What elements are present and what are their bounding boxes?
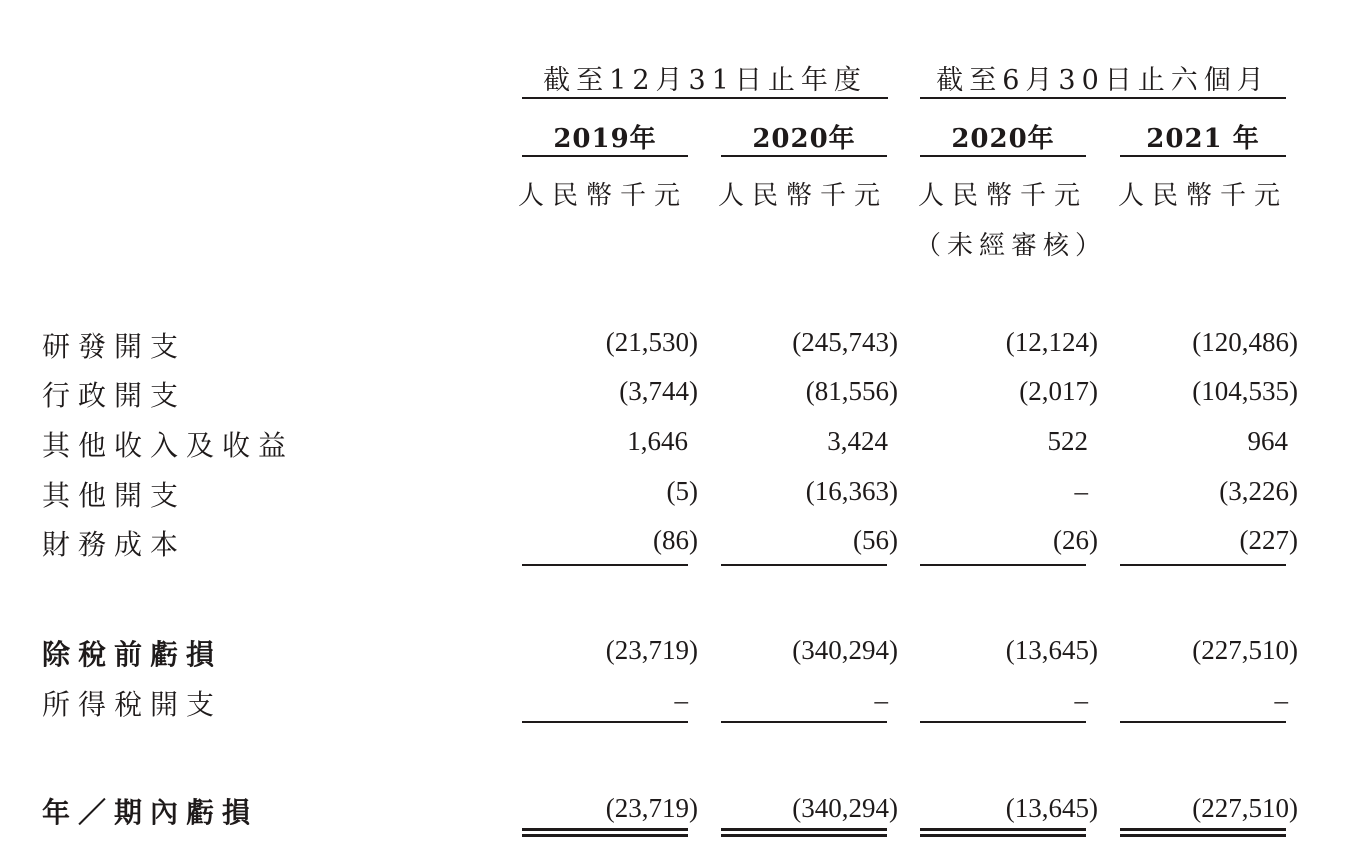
header-group-rule xyxy=(522,97,888,99)
cell-admin-col1: (3,744) xyxy=(619,376,698,406)
cell-loss-col2: (340,294) xyxy=(792,793,898,823)
cell-admin-col3: (2,017) xyxy=(1019,376,1098,406)
year-header-col4: 2021 年 xyxy=(1146,124,1260,154)
cell-lbt-col3: (13,645) xyxy=(1005,635,1098,665)
year-header-rule xyxy=(522,155,688,157)
cell-other-exp-col1: (5) xyxy=(666,476,698,506)
year-header-rule xyxy=(721,155,887,157)
subtotal-rule xyxy=(522,721,688,723)
row-label-other-expenses: 其他開支 xyxy=(42,479,187,512)
row-label-admin-expenses: 行政開支 xyxy=(42,379,187,412)
row-label-loss-before-tax: 除稅前虧損 xyxy=(42,638,223,671)
row-label-loss-for-period: 年／期內虧損 xyxy=(42,796,259,829)
subtotal-rule xyxy=(522,564,688,566)
cell-other-exp-col4: (3,226) xyxy=(1219,476,1298,506)
subtotal-rule xyxy=(721,721,887,723)
cell-other-exp-col2: (16,363) xyxy=(805,476,898,506)
cell-admin-col4: (104,535) xyxy=(1192,376,1298,406)
subtotal-rule xyxy=(1120,564,1286,566)
currency-header-col2: 人民幣千元 xyxy=(718,181,889,211)
subtotal-rule xyxy=(920,721,1086,723)
year-header-rule xyxy=(920,155,1086,157)
cell-other-income-col1: 1,646 xyxy=(627,426,688,456)
cell-rd-col4: (120,486) xyxy=(1192,327,1298,357)
cell-lbt-col2: (340,294) xyxy=(792,635,898,665)
cell-rd-col1: (21,530) xyxy=(605,327,698,357)
cell-finance-col3: (26) xyxy=(1053,525,1098,555)
year-header-col1: 2019年 xyxy=(553,124,657,154)
total-double-rule xyxy=(920,828,1086,837)
cell-tax-col1: – xyxy=(674,685,688,715)
cell-admin-col2: (81,556) xyxy=(805,376,898,406)
cell-other-income-col2: 3,424 xyxy=(827,426,888,456)
total-double-rule xyxy=(721,828,887,837)
cell-tax-col2: – xyxy=(874,685,888,715)
cell-loss-col4: (227,510) xyxy=(1192,793,1298,823)
cell-loss-col1: (23,719) xyxy=(605,793,698,823)
year-header-col2: 2020年 xyxy=(752,124,856,154)
year-header-col3: 2020年 xyxy=(951,124,1055,154)
subtotal-rule xyxy=(1120,721,1286,723)
currency-header-col3: 人民幣千元 xyxy=(918,181,1089,211)
total-double-rule xyxy=(1120,828,1286,837)
row-label-income-tax: 所得稅開支 xyxy=(42,688,223,721)
currency-header-col1: 人民幣千元 xyxy=(518,181,689,211)
header-group-rule xyxy=(920,97,1286,99)
unaudited-note: （未經審核） xyxy=(915,231,1108,261)
currency-header-col4: 人民幣千元 xyxy=(1118,181,1289,211)
cell-lbt-col1: (23,719) xyxy=(605,635,698,665)
total-double-rule xyxy=(522,828,688,837)
row-label-other-income: 其他收入及收益 xyxy=(42,429,295,462)
subtotal-rule xyxy=(721,564,887,566)
cell-finance-col4: (227) xyxy=(1239,525,1298,555)
cell-rd-col2: (245,743) xyxy=(792,327,898,357)
row-label-finance-costs: 財務成本 xyxy=(42,528,187,561)
cell-tax-col3: – xyxy=(1074,685,1088,715)
header-group-six-months: 截至6月30日止六個月 xyxy=(936,65,1270,96)
cell-tax-col4: – xyxy=(1274,685,1288,715)
cell-rd-col3: (12,124) xyxy=(1005,327,1098,357)
cell-lbt-col4: (227,510) xyxy=(1192,635,1298,665)
cell-other-exp-col3: – xyxy=(1074,476,1088,506)
year-header-rule xyxy=(1120,155,1286,157)
header-group-year-ended: 截至12月31日止年度 xyxy=(543,65,867,96)
cell-finance-col2: (56) xyxy=(853,525,898,555)
subtotal-rule xyxy=(920,564,1086,566)
cell-finance-col1: (86) xyxy=(653,525,698,555)
cell-other-income-col4: 964 xyxy=(1247,426,1288,456)
row-label-rd-expenses: 研發開支 xyxy=(42,330,187,363)
cell-loss-col3: (13,645) xyxy=(1005,793,1098,823)
cell-other-income-col3: 522 xyxy=(1047,426,1088,456)
